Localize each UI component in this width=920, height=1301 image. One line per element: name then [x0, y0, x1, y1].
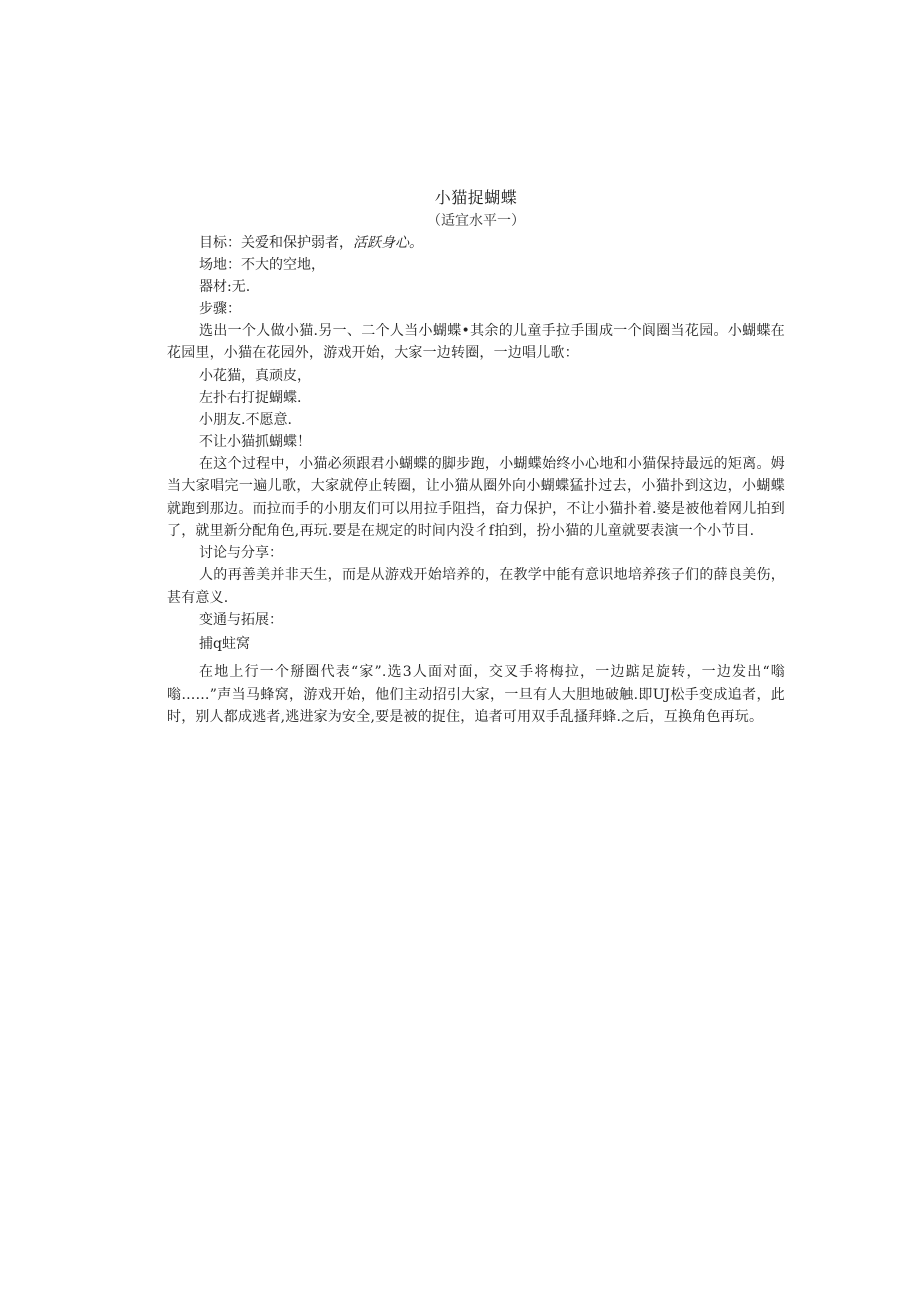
venue-line: 场地：不大的空地，	[199, 257, 325, 273]
extension-label: 变通与拓展：	[199, 612, 283, 629]
discussion-paragraph: 人的再善美并非天生，而是从游戏开始培养的，在教学中能有意识地培养孩子们的薛良美伤，甚有意义.	[167, 567, 785, 606]
equipment-line: 器材:无.	[199, 279, 251, 295]
steps-label: 步骤：	[199, 301, 241, 317]
song-line-1: 小花猫，真顽皮，	[199, 367, 311, 384]
steps-paragraph: 选出一个人做小猫.另一、二个人当小蝴蝶•其余的儿童手拉手围成一个阆圈当花园。小蝴蝶在花园里，小猫在花园外，游戏开始，大家一边转圈，一边唱儿歌：	[167, 323, 785, 362]
goal-text-italic: 活跃身心。	[353, 235, 423, 251]
page-title: 小猫捉蝴蝶	[434, 188, 518, 207]
process-paragraph: 在这个过程中，小猫必须跟君小蝴蝶的脚步跑，小蝴蝶始终小心地和小猫保持最远的矩离。姆当大家唱完一遍儿歌，大家就停止转圈，让小猫从圈外向小蝴蝶猛扑过去，小猫扑到这边，小蝴蝶就跑到那边。而拉而手的小朋友们可以用拉手阻挡，奋力保护，不让小猫扑着.婆是被他着网儿拍到了，就里新分配角色,再玩.要是在规定的时间内没彳f拍到，扮小猫的儿童就要表演一个小节目.	[167, 455, 785, 540]
document-content	[167, 186, 785, 728]
discussion-label: 讨论与分享：	[199, 545, 283, 562]
goal-label: 目标：	[199, 235, 241, 251]
goal-line	[167, 232, 785, 254]
goal-text: 关爱和保护弱者，	[241, 235, 353, 251]
song-line-3: 小朋友.不愿意.	[199, 411, 292, 428]
extension-subtitle: 捕q蛀窝	[199, 636, 250, 653]
extension-paragraph: 在地上行一个掰圈代表“家”.选3人面对面，交叉手将梅拉，一边踮足旋转，一边发出“嗡嗡……”声当马蜂窝，游戏开始，他们主动招引大家，一旦有人大胆地破触.即UJ松手变成追者，此时，别人都成逃者,逃进家为安全,要是被的捉住，追者可用双手乱搔拜蜂.之后，互换角色再玩。	[167, 664, 785, 726]
song-line-2: 左扑右打捉蝴蝶.	[199, 389, 302, 406]
page-subtitle: （适宜水平一）	[427, 213, 525, 229]
song-line-4: 不让小猫抓蝴蝶！	[199, 433, 311, 450]
